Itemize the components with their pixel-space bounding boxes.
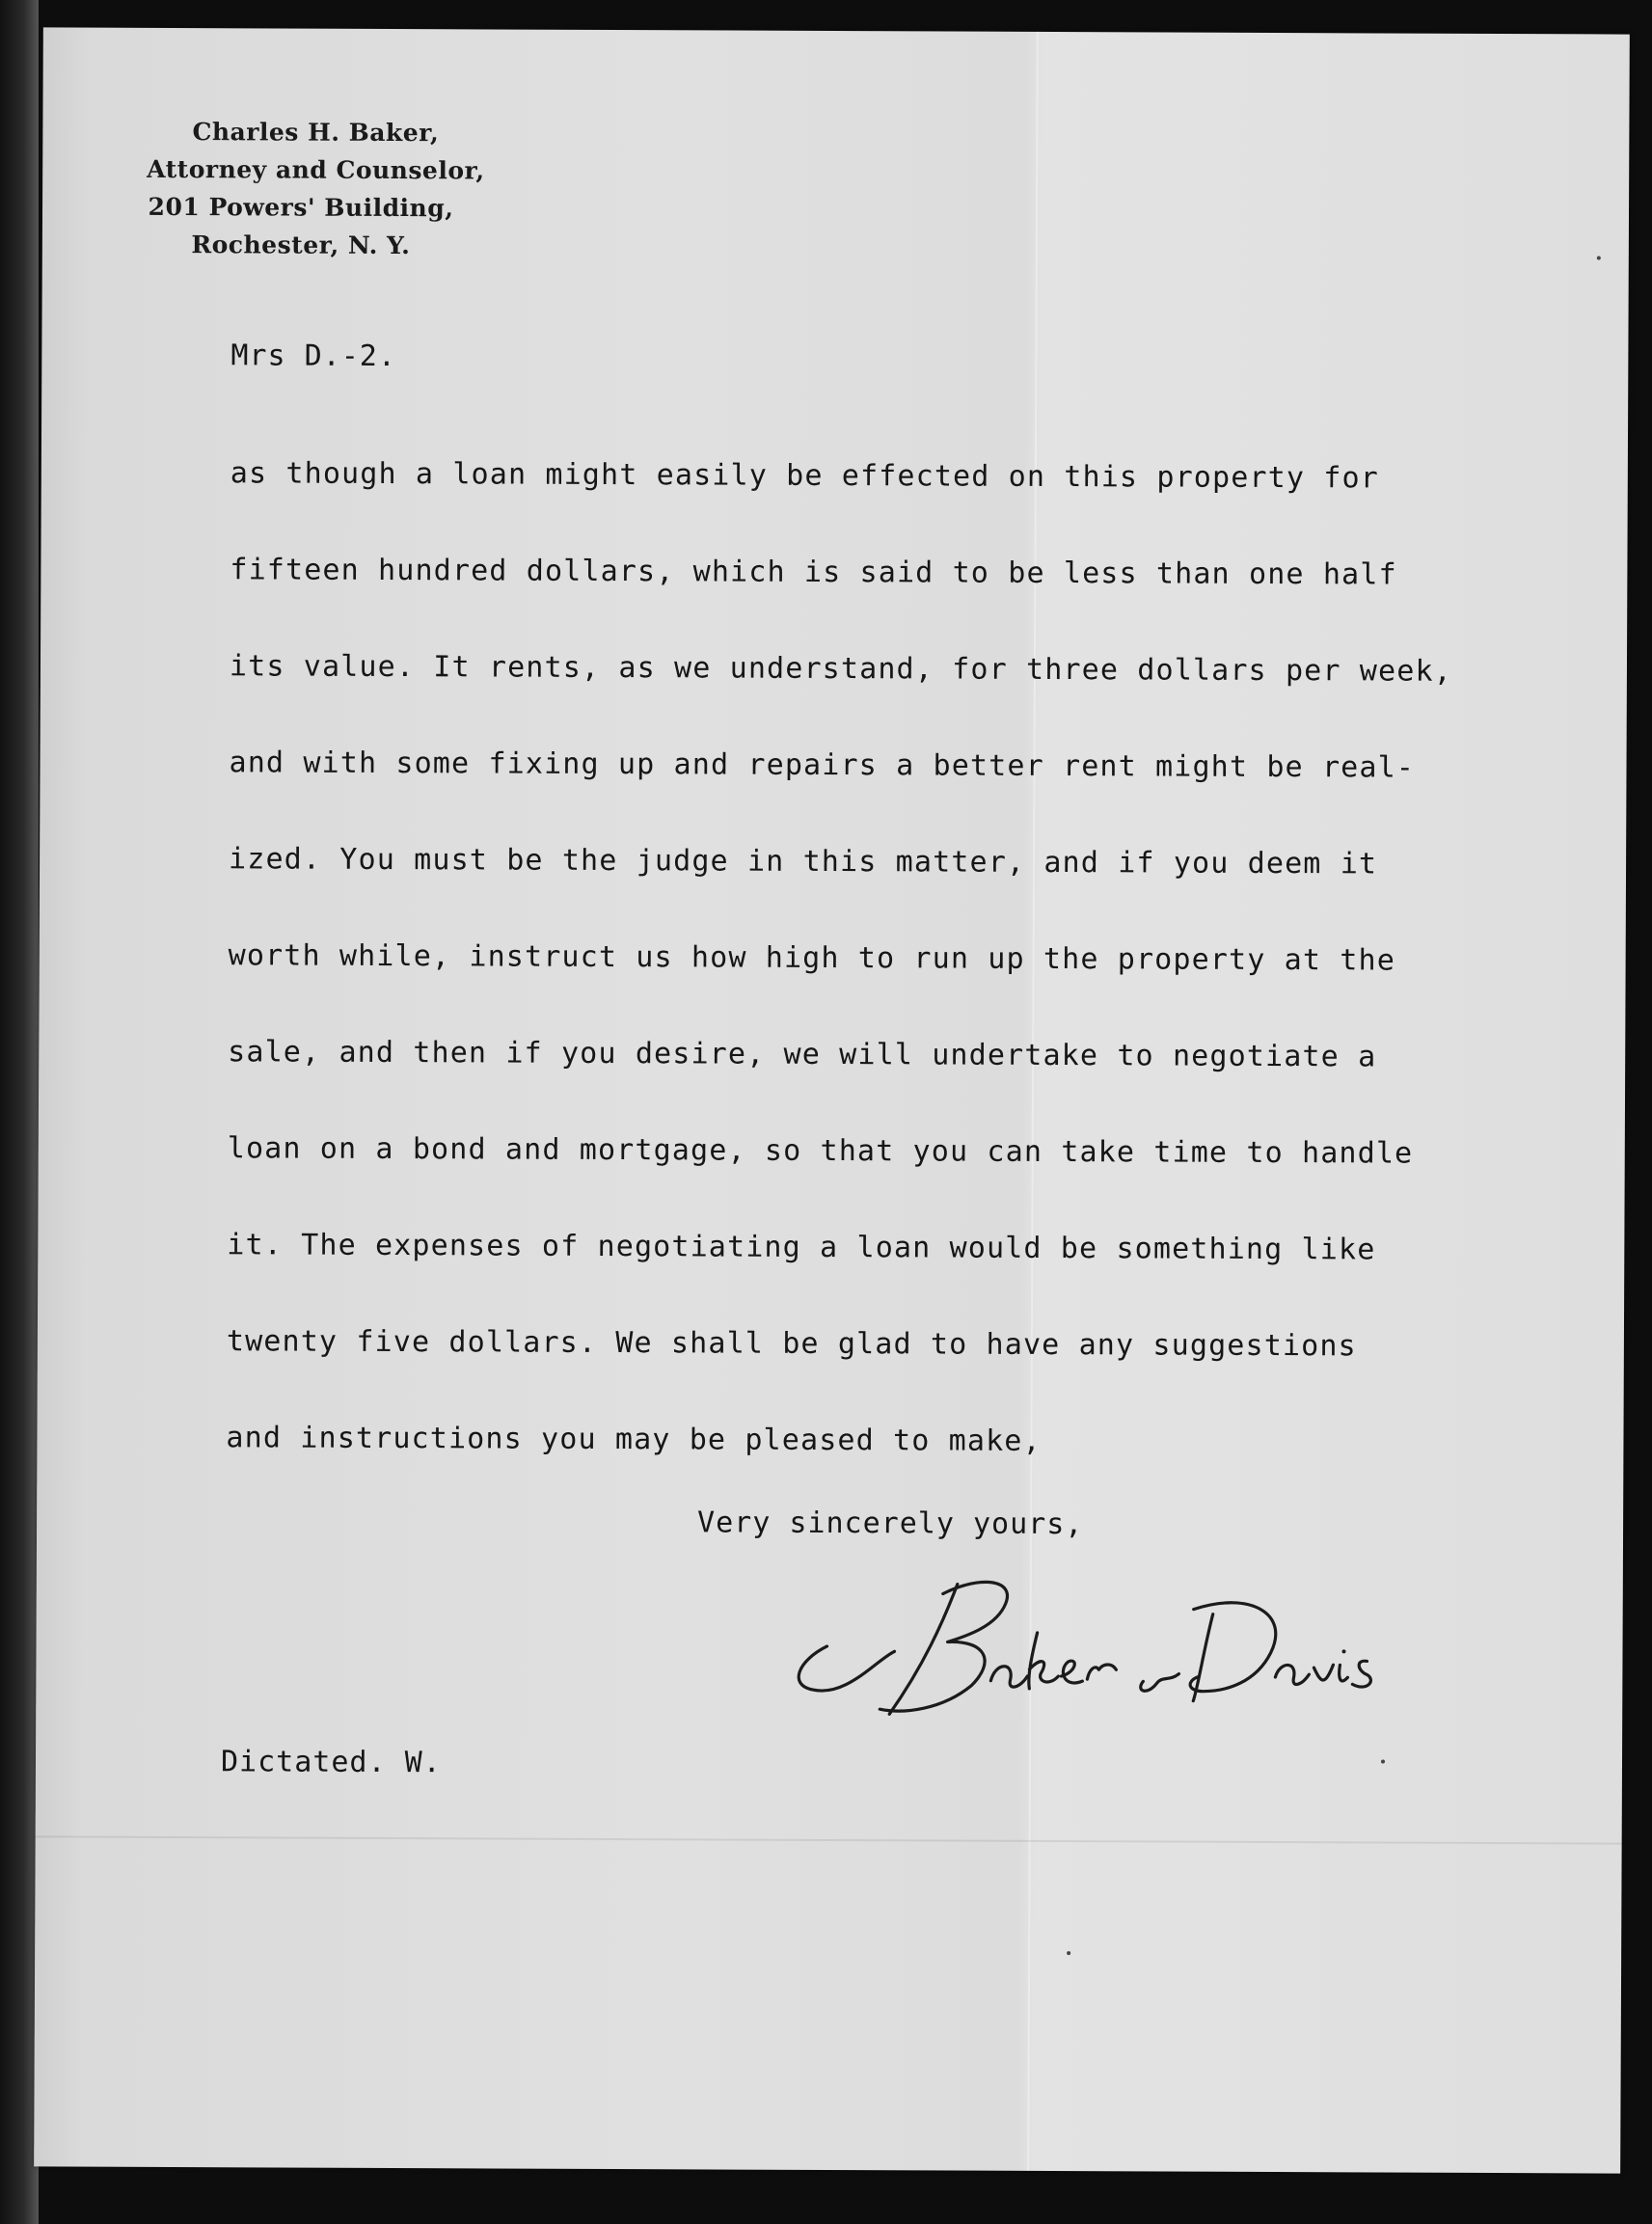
body-line: it. The expenses of negotiating a loan would be something like [227,1228,1376,1267]
body-line: and instructions you may be pleased to make, [226,1421,1042,1458]
body-line: its value. It rents, as we understand, for three dollars per week, [229,649,1452,689]
letter-sheet [34,27,1630,2173]
letterhead-city: Rochester, N. Y. [191,231,411,260]
body-line: worth while, instruct us how high to run up the property at the [228,938,1396,978]
dictation-note: Dictated. W. [220,1745,442,1780]
closing-salutation: Very sincerely yours, [697,1505,1084,1542]
scan-edge [0,0,39,2224]
body-line: as though a loan might easily be effected on this property for [230,456,1380,496]
body-line: and with some fixing up and repairs a better rent might be real- [229,746,1416,785]
letterhead-name: Charles H. Baker, [192,118,440,148]
signature [788,1555,1464,1750]
fold-line-horizontal [36,1835,1622,1844]
letterhead-address: 201 Powers' Building, [148,192,454,223]
body-line: fifteen hundred dollars, which is said to be less than one half [230,553,1397,592]
body-line: twenty five dollars. We shall be glad to have any suggestions [226,1324,1357,1364]
body-line: loan on a bond and mortgage, so that you can take time to handle [227,1131,1414,1171]
body-line: sale, and then if you desire, we will undertake to negotiate a [228,1035,1377,1074]
paper-speck [1067,1951,1070,1955]
letterhead [147,113,485,264]
page-reference: Mrs D.-2. [230,339,397,374]
body-line: ized. You must be the judge in this matter, and if you deem it [229,842,1378,881]
letterhead-title: Attorney and Counselor, [147,154,485,185]
paper-speck [1381,1759,1385,1763]
letter-body [226,425,1513,1492]
paper-speck [1597,256,1601,259]
